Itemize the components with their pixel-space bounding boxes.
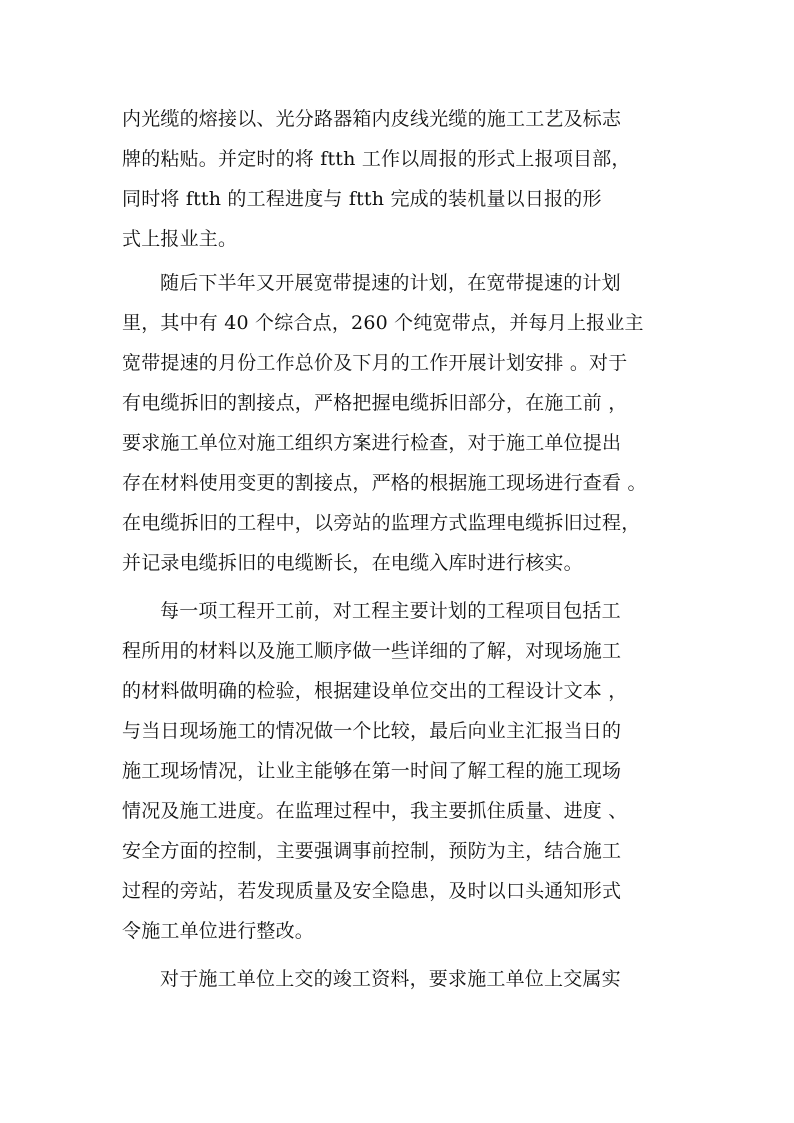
text-line: 内光缆的熔接以、光分路器箱内皮线光缆的施工工艺及标志 (122, 108, 622, 130)
text-line: 要求施工单位对施工组织方案进行检查，对于施工单位提出 (122, 432, 622, 454)
paragraph-first-line: 随后下半年又开展宽带提速的计划，在宽带提速的计划 (160, 272, 621, 294)
text-line: 情况及施工进度。在监理过程中，我主要抓住质量、进度 、 (122, 800, 628, 822)
text-line: 存在材料使用变更的割接点，严格的根据施工现场进行查看 。 (122, 472, 647, 494)
paragraph-first-line: 对于施工单位上交的竣工资料，要求施工单位上交属实 (160, 968, 621, 990)
text-line: 牌的粘贴。并定时的将 ftth 工作以周报的形式上报项目部， (122, 148, 631, 170)
text-line: 同时将 ftth 的工程进度与 ftth 完成的装机量以日报的形 (122, 188, 602, 210)
text-line: 施工现场情况，让业主能够在第一时间了解工程的施工现场 (122, 760, 622, 782)
text-line: 里，其中有 40 个综合点，260 个纯宽带点，并每月上报业主 (122, 312, 644, 334)
text-line: 并记录电缆拆旧的电缆断长，在电缆入库时进行核实。 (122, 552, 583, 574)
text-line: 令施工单位进行整改。 (122, 920, 315, 942)
text-line: 过程的旁站，若发现质量及安全隐患，及时以口头通知形式 (122, 880, 622, 902)
text-line: 宽带提速的月份工作总价及下月的工作开展计划安排 。对于 (122, 352, 628, 374)
text-line: 安全方面的控制，主要强调事前控制，预防为主，结合施工 (122, 840, 622, 862)
text-line: 与当日现场施工的情况做一个比较，最后向业主汇报当日的 (122, 720, 622, 742)
text-line: 式上报业主。 (122, 228, 238, 250)
paragraph-first-line: 每一项工程开工前，对工程主要计划的工程项目包括工 (160, 600, 621, 622)
text-line: 在电缆拆旧的工程中，以旁站的监理方式监理电缆拆旧过程， (122, 512, 641, 534)
text-line: 有电缆拆旧的割接点，严格把握电缆拆旧部分，在施工前 ， (122, 392, 628, 414)
text-line: 程所用的材料以及施工顺序做一些详细的了解，对现场施工 (122, 640, 622, 662)
text-line: 的材料做明确的检验，根据建设单位交出的工程设计文本 ， (122, 680, 628, 702)
